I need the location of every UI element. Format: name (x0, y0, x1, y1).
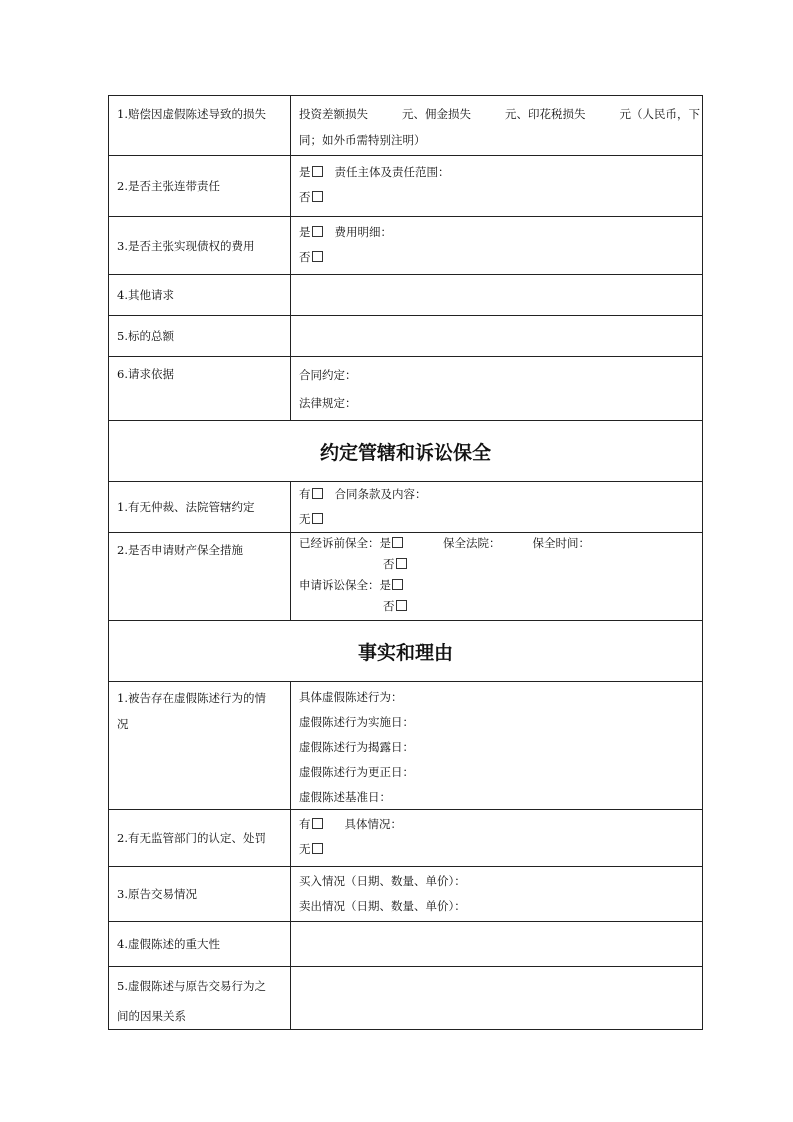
row-value (291, 156, 702, 216)
sell-details-label: 卖出情况（日期、数量、单价）： (299, 899, 466, 913)
yes-checkbox[interactable] (312, 488, 323, 499)
label-false-statement-line-2: 况 (117, 717, 129, 731)
contract-agreement-label: 合同约定： (299, 368, 357, 382)
row-value (291, 682, 702, 809)
label-creditor-fees: 3.是否主张实现债权的费用 (117, 238, 255, 253)
correction-date-label: 虚假陈述行为更正日： (299, 765, 414, 779)
row-joint-liability (109, 155, 702, 216)
row-value (291, 217, 702, 274)
joint-liability-no-line (299, 185, 694, 210)
pre-litigation-no-line (299, 554, 694, 575)
no-label: 否 (299, 250, 311, 264)
currency-note-line-2: 同；如外币需特别注明） (299, 133, 426, 147)
preservation-court-label: 保全法院： (443, 536, 501, 550)
loss-line-1 (299, 101, 700, 127)
no-label: 无 (299, 842, 311, 856)
investment-loss-label: 投资差额损失 (299, 107, 368, 121)
label-jurisdiction-agreement: 1.有无仲裁、法院管辖约定 (117, 500, 255, 514)
pre-litigation-line (299, 533, 694, 554)
no-label: 否 (299, 190, 311, 204)
contract-clause-label: 合同条款及内容： (334, 487, 427, 501)
regulatory-yes-line (299, 812, 694, 837)
jurisdiction-yes-line (299, 482, 694, 507)
claim-form-table (108, 95, 703, 1030)
specific-situation-label: 具体情况： (344, 817, 402, 831)
specific-conduct-label: 具体虚假陈述行为： (299, 690, 403, 704)
row-value (291, 867, 702, 921)
yes-label: 是 (299, 165, 311, 179)
row-jurisdiction-agreement (109, 481, 702, 532)
stamp-tax-loss-label: 元、印花税损失 (505, 107, 586, 121)
no-checkbox[interactable] (312, 513, 323, 524)
row-value (291, 357, 702, 420)
row-label (109, 482, 291, 532)
yes-label: 是 (379, 536, 391, 550)
label-regulatory-findings: 2.有无监管部门的认定、处罚 (117, 831, 266, 845)
row-label (109, 533, 291, 620)
row-value (291, 96, 708, 155)
regulatory-no-line (299, 837, 694, 862)
label-causation-line-1: 5.虚假陈述与原告交易行为之 (117, 979, 266, 993)
causation-field[interactable] (291, 967, 702, 1029)
fee-detail-label: 费用明细： (334, 225, 392, 239)
pre-litigation-yes-checkbox[interactable] (392, 537, 403, 548)
section-title: 事实和理由 (357, 641, 453, 664)
row-label (109, 967, 291, 1029)
label-total-amount: 5.标的总额 (117, 329, 174, 343)
label-other-requests: 4.其他请求 (117, 288, 174, 302)
implementation-date-label: 虚假陈述行为实施日： (299, 715, 414, 729)
row-total-amount (109, 315, 702, 356)
row-creditor-fees (109, 216, 702, 274)
disclosure-date-label: 虚假陈述行为揭露日： (299, 740, 414, 754)
row-loss-compensation (109, 96, 702, 155)
row-value (291, 533, 702, 620)
label-materiality: 4.虚假陈述的重大性 (117, 937, 220, 951)
row-label (109, 682, 291, 809)
pre-litigation-label: 已经诉前保全： (299, 536, 380, 550)
row-label (109, 217, 291, 274)
label-property-preservation: 2.是否申请财产保全措施 (117, 543, 243, 557)
section-heading-jurisdiction (109, 420, 702, 481)
row-causation (109, 966, 702, 1029)
no-label: 否 (383, 557, 395, 571)
litigation-no-line (299, 596, 694, 617)
joint-liability-yes-line (299, 160, 694, 185)
row-label (109, 275, 291, 315)
fees-yes-line (299, 220, 694, 245)
commission-loss-label: 元、佣金损失 (402, 107, 471, 121)
label-claim-basis: 6.请求依据 (117, 367, 174, 381)
pre-litigation-no-checkbox[interactable] (396, 558, 407, 569)
no-checkbox[interactable] (312, 843, 323, 854)
row-claim-basis (109, 356, 702, 420)
row-false-statement-conduct (109, 681, 702, 809)
row-label (109, 316, 291, 356)
yes-checkbox[interactable] (312, 226, 323, 237)
section-heading-facts (109, 620, 702, 681)
label-joint-liability: 2.是否主张连带责任 (117, 179, 220, 193)
row-property-preservation (109, 532, 702, 620)
row-other-requests (109, 274, 702, 315)
label-false-statement-line-1: 1.被告存在虚假陈述行为的情 (117, 691, 266, 705)
row-value (291, 482, 702, 532)
row-label (109, 96, 291, 155)
label-plaintiff-trading: 3.原告交易情况 (117, 887, 197, 901)
materiality-field[interactable] (291, 922, 702, 966)
jurisdiction-no-line (299, 507, 694, 532)
row-label (109, 810, 291, 866)
yes-label: 是 (379, 578, 391, 592)
label-causation-line-2: 间的因果关系 (117, 1009, 186, 1023)
row-value (291, 810, 702, 866)
yes-label: 是 (299, 225, 311, 239)
row-regulatory-findings (109, 809, 702, 866)
yes-checkbox[interactable] (312, 166, 323, 177)
fees-no-line (299, 245, 694, 270)
total-amount-field[interactable] (291, 316, 702, 356)
buy-details-label: 买入情况（日期、数量、单价）： (299, 874, 466, 888)
litigation-line (299, 575, 694, 596)
yes-label: 有 (299, 487, 311, 501)
label-loss-compensation: 1.赔偿因虚假陈述导致的损失 (117, 107, 266, 121)
row-label (109, 867, 291, 921)
section-title: 约定管辖和诉讼保全 (319, 441, 491, 464)
preservation-time-label: 保全时间： (532, 536, 590, 550)
no-checkbox[interactable] (312, 251, 323, 262)
currency-note-label: 元（人民币，下 (619, 107, 700, 121)
no-label: 无 (299, 512, 311, 526)
no-label: 否 (383, 599, 395, 613)
row-label (109, 922, 291, 966)
base-date-label: 虚假陈述基准日： (299, 790, 391, 804)
other-requests-field[interactable] (291, 275, 702, 315)
liability-scope-label: 责任主体及责任范围： (334, 165, 450, 179)
legal-provision-label: 法律规定： (299, 396, 357, 410)
no-checkbox[interactable] (312, 191, 323, 202)
litigation-preservation-label: 申请诉讼保全： (299, 578, 380, 592)
row-materiality (109, 921, 702, 966)
row-label (109, 357, 291, 420)
yes-label: 有 (299, 817, 311, 831)
row-plaintiff-trading (109, 866, 702, 921)
litigation-no-checkbox[interactable] (396, 600, 407, 611)
yes-checkbox[interactable] (312, 818, 323, 829)
litigation-yes-checkbox[interactable] (392, 579, 403, 590)
row-label (109, 156, 291, 216)
